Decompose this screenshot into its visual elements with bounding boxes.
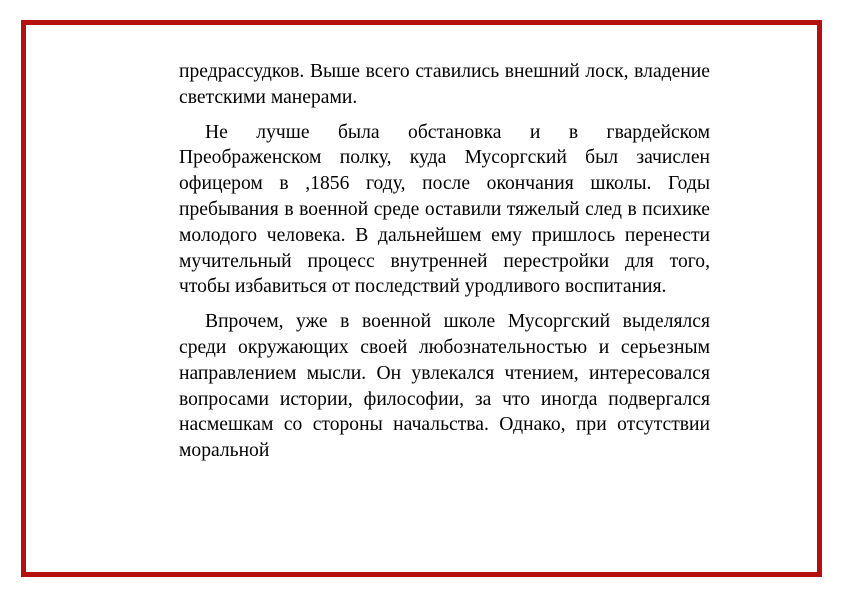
paragraph-military-school: Впрочем, уже в военной школе Мусоргский выделялся среди окружающих своей любознательностью и серьезным направлением мысли. Он увлекался чтением, интересовался вопросами истории, философии, за что иногда подвергался насмешкам со стороны начальства. Однако, при отсутствии моральной (179, 311, 710, 462)
text-body (179, 59, 710, 464)
paragraph-continued: предрассудков. Выше всего ставились внешний лоск, владение светскими манерами. (179, 61, 710, 108)
paragraph-regiment: Не лучше была обстановка и в гвардейском Преображенском полку, куда Мусоргский был зачислен офицером в ,1856 году, после окончания школы. Годы пребывания в военной среде оставили тяжелый след в психике молодого человека. В дальнейшем ему пришлось перенести мучительный процесс внутренней перестройки для того, чтобы избавиться от последствий уродливого воспитания. (179, 121, 710, 298)
